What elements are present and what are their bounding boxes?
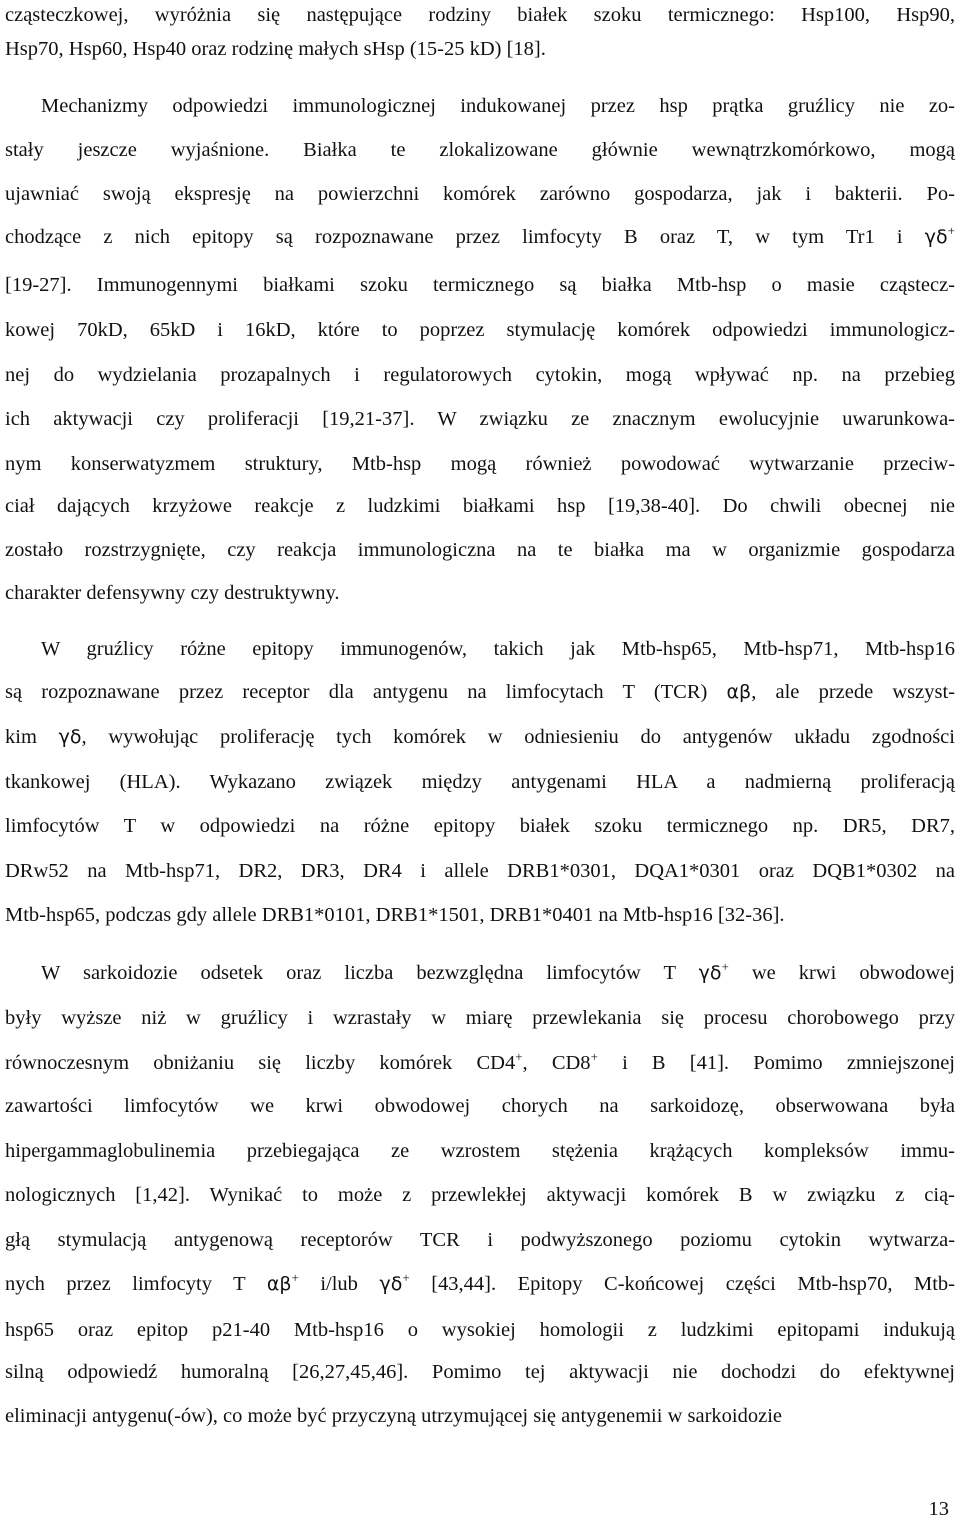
text-run: nej do wydzielania prozapalnych i regulatorowych cytokin, mogą wpływać np. na przebieg: [5, 364, 955, 386]
text-run: są rozpoznawane przez receptor dla antygenu na limfocytach T (TCR): [5, 681, 727, 703]
superscript: +: [590, 1049, 598, 1064]
text-line: [41, 91, 955, 121]
text-line: [5, 404, 955, 434]
text-run: stały jeszcze wyjaśnione. Białka te zlokalizowane głównie wewnątrzkomórkowo, mogą: [5, 139, 955, 161]
text-line: [5, 1225, 955, 1255]
text-run: hipergammaglobulinemia przebiegająca ze wzrostem stężenia krążących kompleksów immu-: [5, 1140, 955, 1162]
text-run: i B [41]. Pomimo zmniejszonej: [597, 1052, 955, 1074]
text-run: ich aktywacji czy proliferacji [19,21-37]. W związku ze znacznym ewolucyjnie uwarunkowa-: [5, 408, 955, 430]
text-run: Hsp70, Hsp60, Hsp40 oraz rodzinę małych sHsp (15-25 kD) [18].: [5, 38, 546, 60]
text-run: , CD8: [522, 1052, 591, 1074]
text-line: [5, 1136, 955, 1166]
greek-symbol: αβ: [266, 1273, 292, 1295]
text-run: głą stymulacją antygenową receptorów TCR i podwyższonego poziomu cytokin wytwarza-: [5, 1229, 955, 1251]
text-line: [5, 535, 955, 565]
text-line: [41, 634, 955, 664]
text-line: [5, 315, 955, 345]
text-run: nologicznych [1,42]. Wynikać to może z przewlekłej aktywacji komórek B w związku z cią-: [5, 1184, 955, 1206]
text-line: [5, 179, 955, 209]
text-run: były wyższe niż w gruźlicy i wzrastały w miarę przewlekania się procesu chorobowego przy: [5, 1007, 955, 1029]
superscript: +: [515, 1049, 523, 1064]
greek-symbol: γδ: [58, 726, 82, 748]
text-run: cząsteczkowej, wyróżnia się następujące rodziny białek szoku termicznego: Hsp100, Hsp90,: [5, 4, 955, 26]
superscript: +: [947, 223, 955, 238]
text-run: nym konserwatyzmem struktury, Mtb-hsp mogą również powodować wytwarzanie przeciw-: [5, 453, 955, 475]
greek-symbol: αβ: [726, 681, 752, 703]
page-number: 13: [928, 1498, 949, 1520]
text-run: W gruźlicy różne epitopy immunogenów, takich jak Mtb-hsp65, Mtb-hsp71, Mtb-hsp16: [41, 638, 955, 660]
text-line: [5, 677, 955, 707]
text-line: [5, 491, 955, 521]
text-line: [5, 722, 955, 752]
text-run: i/lub: [298, 1273, 380, 1295]
text-line: [5, 135, 955, 165]
text-run: eliminacji antygenu(-ów), co może być przyczyną utrzymującej się antygenemii w sarkoidozie: [5, 1405, 782, 1427]
text-line: [5, 270, 955, 300]
text-line: [5, 222, 955, 252]
text-line: [5, 0, 955, 30]
text-run: charakter defensywny czy destruktywny.: [5, 582, 340, 604]
text-line: [5, 1091, 955, 1121]
text-run: W sarkoidozie odsetek oraz liczba bezwzględna limfocytów T: [41, 962, 699, 984]
text-run: zawartości limfocytów we krwi obwodowej chorych na sarkoidozę, obserwowana była: [5, 1095, 955, 1117]
text-run: hsp65 oraz epitop p21-40 Mtb-hsp16 o wysokiej homologii z ludzkimi epitopami indukują: [5, 1319, 955, 1341]
text-run: silną odpowiedź humoralną [26,27,45,46]. Pomimo tej aktywacji nie dochodzi do efektywnej: [5, 1361, 955, 1383]
superscript: +: [291, 1270, 299, 1285]
text-run: limfocytów T w odpowiedzi na różne epitopy białek szoku termicznego np. DR5, DR7,: [5, 815, 955, 837]
text-run: ujawniać swoją ekspresję na powierzchni komórek zarówno gospodarza, jak i bakterii. Po-: [5, 183, 955, 205]
text-run: równoczesnym obniżaniu się liczby komórek CD4: [5, 1052, 516, 1074]
text-run: ciał dających krzyżowe reakcje z ludzkimi białkami hsp [19,38-40]. Do chwili obecnej nie: [5, 495, 955, 517]
superscript: +: [721, 959, 729, 974]
text-run: Mechanizmy odpowiedzi immunologicznej indukowanej przez hsp prątka gruźlicy nie zo-: [41, 95, 955, 117]
text-line: [5, 811, 955, 841]
text-line: [5, 1048, 955, 1078]
text-line: [5, 1357, 955, 1387]
text-run: [19-27]. Immunogennymi białkami szoku termicznego są białka Mtb-hsp o masie cząstecz-: [5, 274, 955, 296]
text-line: [5, 1003, 955, 1033]
greek-symbol: γδ: [698, 962, 722, 984]
text-line: [5, 1180, 955, 1210]
text-run: DRw52 na Mtb-hsp71, DR2, DR3, DR4 i allele DRB1*0301, DQA1*0301 oraz DQB1*0302 na: [5, 860, 955, 882]
text-line: [5, 1269, 955, 1299]
text-run: kim: [5, 726, 59, 748]
text-line: [5, 34, 955, 64]
text-line: [5, 360, 955, 390]
text-line: [5, 449, 955, 479]
text-line: [5, 856, 955, 886]
text-line: [5, 900, 955, 930]
text-run: chodzące z nich epitopy są rozpoznawane przez limfocyty B oraz T, w tym Tr1 i: [5, 226, 925, 248]
text-line: [5, 1315, 955, 1345]
text-run: tkankowej (HLA). Wykazano związek między antygenami HLA a nadmierną proliferacją: [5, 771, 955, 793]
greek-symbol: γδ: [379, 1273, 403, 1295]
text-line: [5, 767, 955, 797]
text-line: [5, 578, 955, 608]
text-run: Mtb-hsp65, podczas gdy allele DRB1*0101, DRB1*1501, DRB1*0401 na Mtb-hsp16 [32-36].: [5, 904, 785, 926]
text-line: [5, 1401, 955, 1431]
text-run: , ale przede wszyst-: [751, 681, 956, 703]
text-run: we krwi obwodowej: [728, 962, 956, 984]
text-run: kowej 70kD, 65kD i 16kD, które to poprzez stymulację komórek odpowiedzi immunologicz-: [5, 319, 955, 341]
greek-symbol: γδ: [924, 226, 948, 248]
superscript: +: [402, 1270, 410, 1285]
text-run: zostało rozstrzygnięte, czy reakcja immunologiczna na te białka ma w organizmie gospodarza: [5, 539, 955, 561]
text-run: [43,44]. Epitopy C-końcowej części Mtb-hsp70, Mtb-: [409, 1273, 955, 1295]
text-run: , wywołując proliferację tych komórek w odniesieniu do antygenów układu zgodności: [81, 726, 955, 748]
text-run: nych przez limfocyty T: [5, 1273, 267, 1295]
text-line: [41, 958, 955, 988]
